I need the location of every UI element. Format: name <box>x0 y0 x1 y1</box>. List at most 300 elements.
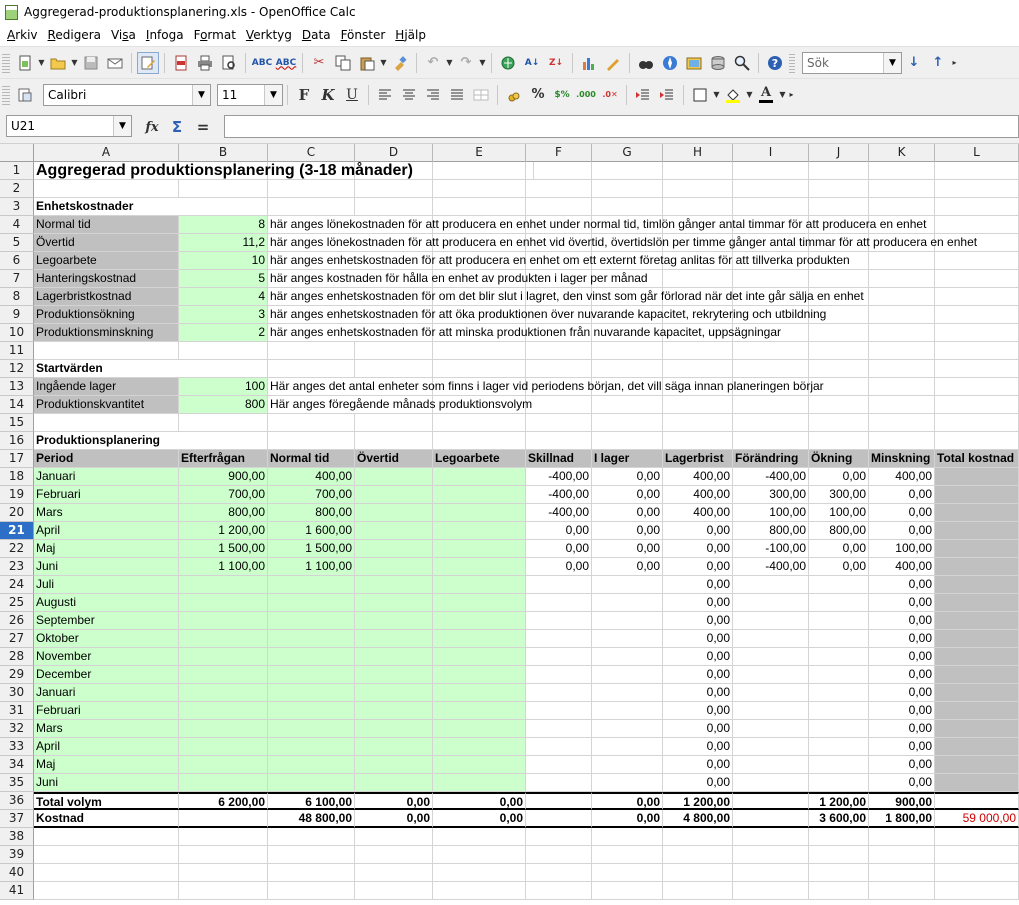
toolbar-grip[interactable] <box>2 84 10 106</box>
cell-k19[interactable]: 0,00 <box>869 486 935 504</box>
row-header[interactable]: 2 <box>0 180 34 198</box>
cell-a16[interactable]: Produktionsplanering <box>34 432 334 450</box>
cell-a40[interactable] <box>34 864 179 882</box>
cell-a30[interactable]: Januari <box>34 684 179 702</box>
cell-i24[interactable] <box>733 576 809 594</box>
cell-c5[interactable]: här anges lönekostnaden för att producera en enhet vid övertid, övertidslön per timme gånger antal timmar för att producera en enhet <box>268 234 1019 252</box>
cell-b14[interactable]: 800 <box>179 396 268 414</box>
cell-f23[interactable]: 0,00 <box>526 558 592 576</box>
row-header[interactable]: 35 <box>0 774 34 792</box>
cell-b31[interactable] <box>179 702 268 720</box>
cell-k18[interactable]: 400,00 <box>869 468 935 486</box>
row-header[interactable]: 25 <box>0 594 34 612</box>
cell-g30[interactable] <box>592 684 663 702</box>
row-header[interactable]: 17 <box>0 450 34 468</box>
cell-j2[interactable] <box>809 180 869 198</box>
cell-l19[interactable] <box>935 486 1019 504</box>
cell-i40[interactable] <box>733 864 809 882</box>
cell-a6[interactable]: Legoarbete <box>34 252 179 270</box>
menu-item[interactable] <box>106 24 141 46</box>
cell-d11[interactable] <box>355 342 433 360</box>
cell-k37[interactable]: 1 800,00 <box>869 810 935 828</box>
cell-c25[interactable] <box>268 594 355 612</box>
cell-g17[interactable]: I lager <box>592 450 663 468</box>
paste-icon[interactable] <box>356 52 378 74</box>
row-header[interactable]: 13 <box>0 378 34 396</box>
toolbar-options-icon[interactable]: ▸ <box>952 58 957 67</box>
cell-l12[interactable] <box>935 360 1019 378</box>
cell-i18[interactable]: -400,00 <box>733 468 809 486</box>
cell-d12[interactable] <box>355 360 433 378</box>
cell-a27[interactable]: Oktober <box>34 630 179 648</box>
cell-i32[interactable] <box>733 720 809 738</box>
column-header-l[interactable]: L <box>935 144 1019 162</box>
borders-icon[interactable] <box>689 84 711 106</box>
row-header[interactable]: 38 <box>0 828 34 846</box>
cell-b36[interactable]: 6 200,00 <box>179 792 268 810</box>
cell-c22[interactable]: 1 500,00 <box>268 540 355 558</box>
find-previous-icon[interactable]: ↑ <box>932 55 944 70</box>
cell-k41[interactable] <box>869 882 935 900</box>
cell-l40[interactable] <box>935 864 1019 882</box>
cell-e38[interactable] <box>433 828 526 846</box>
cell-c20[interactable]: 800,00 <box>268 504 355 522</box>
cell-e17[interactable]: Legoarbete <box>433 450 526 468</box>
cell-c6[interactable]: här anges enhetskostnaden för att producera en enhet om ett externt företag anlitas för att tillverka produkten <box>268 252 1019 270</box>
cell-g22[interactable]: 0,00 <box>592 540 663 558</box>
merge-cells-icon[interactable] <box>470 84 492 106</box>
cell-l26[interactable] <box>935 612 1019 630</box>
cell-c24[interactable] <box>268 576 355 594</box>
cell-k27[interactable]: 0,00 <box>869 630 935 648</box>
cell-g25[interactable] <box>592 594 663 612</box>
row-header[interactable]: 32 <box>0 720 34 738</box>
background-color-dropdown-icon[interactable]: ▼ <box>746 90 753 99</box>
cell-a35[interactable]: Juni <box>34 774 179 792</box>
cell-e35[interactable] <box>433 774 526 792</box>
cell-c41[interactable] <box>268 882 355 900</box>
cell-g11[interactable] <box>592 342 663 360</box>
cell-i3[interactable] <box>733 198 809 216</box>
cell-g33[interactable] <box>592 738 663 756</box>
cell-f3[interactable] <box>526 198 592 216</box>
cell-d24[interactable] <box>355 576 433 594</box>
cell-b6[interactable]: 10 <box>179 252 268 270</box>
search-input[interactable] <box>802 52 902 74</box>
cell-g29[interactable] <box>592 666 663 684</box>
cell-c33[interactable] <box>268 738 355 756</box>
row-header[interactable]: 22 <box>0 540 34 558</box>
cell-a34[interactable]: Maj <box>34 756 179 774</box>
cell-j39[interactable] <box>809 846 869 864</box>
navigator-icon[interactable] <box>659 52 681 74</box>
cell-h17[interactable]: Lagerbrist <box>663 450 733 468</box>
font-color-dropdown-icon[interactable]: ▼ <box>779 90 786 99</box>
standard-number-format-icon[interactable]: $% <box>554 89 570 100</box>
cell-f2[interactable] <box>526 180 592 198</box>
redo-dropdown-icon[interactable]: ▼ <box>479 58 486 67</box>
cell-h15[interactable] <box>663 414 733 432</box>
cell-a4[interactable]: Normal tid <box>34 216 179 234</box>
cell-a7[interactable]: Hanteringskostnad <box>34 270 179 288</box>
cell-a2[interactable] <box>34 180 179 198</box>
cell-f30[interactable] <box>526 684 592 702</box>
cell-k29[interactable]: 0,00 <box>869 666 935 684</box>
cell-h38[interactable] <box>663 828 733 846</box>
cell-a32[interactable]: Mars <box>34 720 179 738</box>
cell-d23[interactable] <box>355 558 433 576</box>
cell-b27[interactable] <box>179 630 268 648</box>
cell-d40[interactable] <box>355 864 433 882</box>
cell-l37[interactable]: 59 000,00 <box>935 810 1019 828</box>
row-header[interactable]: 19 <box>0 486 34 504</box>
cell-d38[interactable] <box>355 828 433 846</box>
cell-e19[interactable] <box>433 486 526 504</box>
cell-d41[interactable] <box>355 882 433 900</box>
row-header[interactable]: 29 <box>0 666 34 684</box>
cell-a10[interactable]: Produktionsminskning <box>34 324 179 342</box>
cell-b21[interactable]: 1 200,00 <box>179 522 268 540</box>
cell-d18[interactable] <box>355 468 433 486</box>
cell-c36[interactable]: 6 100,00 <box>268 792 355 810</box>
cell-h3[interactable] <box>663 198 733 216</box>
cell-j16[interactable] <box>809 432 869 450</box>
cell-g38[interactable] <box>592 828 663 846</box>
cell-c38[interactable] <box>268 828 355 846</box>
cell-h27[interactable]: 0,00 <box>663 630 733 648</box>
cell-a3[interactable]: Enhetskostnader <box>34 198 334 216</box>
cell-a9[interactable]: Produktionsökning <box>34 306 179 324</box>
percent-format-icon[interactable]: % <box>531 87 545 102</box>
row-header[interactable]: 10 <box>0 324 34 342</box>
open-dropdown-icon[interactable]: ▼ <box>71 58 78 67</box>
cell-j33[interactable] <box>809 738 869 756</box>
cell-h34[interactable]: 0,00 <box>663 756 733 774</box>
cell-f16[interactable] <box>526 432 592 450</box>
cell-b7[interactable]: 5 <box>179 270 268 288</box>
cell-d37[interactable]: 0,00 <box>355 810 433 828</box>
cell-f24[interactable] <box>526 576 592 594</box>
cell-d21[interactable] <box>355 522 433 540</box>
column-header-j[interactable]: J <box>809 144 869 162</box>
find-next-icon[interactable]: ↓ <box>908 55 920 70</box>
menu-item[interactable] <box>390 24 431 46</box>
cell-f22[interactable]: 0,00 <box>526 540 592 558</box>
cell-g31[interactable] <box>592 702 663 720</box>
cell-h39[interactable] <box>663 846 733 864</box>
cell-b18[interactable]: 900,00 <box>179 468 268 486</box>
cell-l28[interactable] <box>935 648 1019 666</box>
cell-a18[interactable]: Januari <box>34 468 179 486</box>
toolbar-grip[interactable] <box>789 52 795 74</box>
cell-g21[interactable]: 0,00 <box>592 522 663 540</box>
cell-d17[interactable]: Övertid <box>355 450 433 468</box>
cell-b35[interactable] <box>179 774 268 792</box>
cell-a25[interactable]: Augusti <box>34 594 179 612</box>
row-header[interactable]: 23 <box>0 558 34 576</box>
column-header-h[interactable]: H <box>663 144 733 162</box>
cell-i39[interactable] <box>733 846 809 864</box>
cell-i1[interactable] <box>733 162 809 180</box>
cell-j18[interactable]: 0,00 <box>809 468 869 486</box>
cell-a23[interactable]: Juni <box>34 558 179 576</box>
cell-j41[interactable] <box>809 882 869 900</box>
menu-item[interactable] <box>2 24 43 46</box>
cell-h21[interactable]: 0,00 <box>663 522 733 540</box>
cell-l22[interactable] <box>935 540 1019 558</box>
cell-j26[interactable] <box>809 612 869 630</box>
cell-h20[interactable]: 400,00 <box>663 504 733 522</box>
cell-c39[interactable] <box>268 846 355 864</box>
cell-h16[interactable] <box>663 432 733 450</box>
cell-h18[interactable]: 400,00 <box>663 468 733 486</box>
cell-j35[interactable] <box>809 774 869 792</box>
cell-i38[interactable] <box>733 828 809 846</box>
toolbar-grip[interactable] <box>2 52 10 74</box>
cell-j30[interactable] <box>809 684 869 702</box>
row-header[interactable]: 12 <box>0 360 34 378</box>
cell-g16[interactable] <box>592 432 663 450</box>
cell-e16[interactable] <box>433 432 526 450</box>
cell-f17[interactable]: Skillnad <box>526 450 592 468</box>
cell-g39[interactable] <box>592 846 663 864</box>
cell-j37[interactable]: 3 600,00 <box>809 810 869 828</box>
column-header-c[interactable]: C <box>268 144 355 162</box>
find-replace-icon[interactable] <box>635 52 657 74</box>
row-header[interactable]: 14 <box>0 396 34 414</box>
cell-k33[interactable]: 0,00 <box>869 738 935 756</box>
row-header[interactable]: 1 <box>0 162 34 180</box>
datasources-icon[interactable] <box>707 52 729 74</box>
align-left-icon[interactable] <box>374 84 396 106</box>
cell-j31[interactable] <box>809 702 869 720</box>
new-document-icon[interactable] <box>14 52 36 74</box>
cell-d34[interactable] <box>355 756 433 774</box>
cell-c26[interactable] <box>268 612 355 630</box>
cell-j23[interactable]: 0,00 <box>809 558 869 576</box>
cell-j24[interactable] <box>809 576 869 594</box>
cell-k24[interactable]: 0,00 <box>869 576 935 594</box>
gallery-icon[interactable] <box>683 52 705 74</box>
cell-j38[interactable] <box>809 828 869 846</box>
cell-b15[interactable] <box>179 414 268 432</box>
copy-icon[interactable] <box>332 52 354 74</box>
cell-g3[interactable] <box>592 198 663 216</box>
cell-c14[interactable]: Här anges föregående månads produktionsvolym <box>268 396 1019 414</box>
cell-l30[interactable] <box>935 684 1019 702</box>
cell-l39[interactable] <box>935 846 1019 864</box>
cell-f26[interactable] <box>526 612 592 630</box>
cell-j20[interactable]: 100,00 <box>809 504 869 522</box>
add-decimal-icon[interactable]: .000 <box>576 90 596 99</box>
cell-d16[interactable] <box>355 432 433 450</box>
chevron-down-icon[interactable]: ▼ <box>192 85 210 105</box>
font-size-select[interactable] <box>217 84 283 106</box>
cell-j3[interactable] <box>809 198 869 216</box>
cell-h12[interactable] <box>663 360 733 378</box>
cell-c2[interactable] <box>268 180 355 198</box>
cell-e40[interactable] <box>433 864 526 882</box>
hyperlink-icon[interactable] <box>497 52 519 74</box>
open-folder-icon[interactable] <box>47 52 69 74</box>
cell-g23[interactable]: 0,00 <box>592 558 663 576</box>
cell-l31[interactable] <box>935 702 1019 720</box>
print-preview-icon[interactable] <box>218 52 240 74</box>
cell-i29[interactable] <box>733 666 809 684</box>
cell-f41[interactable] <box>526 882 592 900</box>
cell-i12[interactable] <box>733 360 809 378</box>
column-header-g[interactable]: G <box>592 144 663 162</box>
toolbar-options-icon[interactable]: ▸ <box>789 90 794 99</box>
cell-f20[interactable]: -400,00 <box>526 504 592 522</box>
cell-g28[interactable] <box>592 648 663 666</box>
row-header[interactable]: 6 <box>0 252 34 270</box>
cell-b24[interactable] <box>179 576 268 594</box>
cell-i36[interactable] <box>733 792 809 810</box>
row-header[interactable]: 7 <box>0 270 34 288</box>
cell-a15[interactable] <box>34 414 179 432</box>
save-icon[interactable] <box>80 52 102 74</box>
cell-h25[interactable]: 0,00 <box>663 594 733 612</box>
cell-g26[interactable] <box>592 612 663 630</box>
cell-l1[interactable] <box>935 162 1019 180</box>
cell-h1[interactable] <box>663 162 733 180</box>
cell-f31[interactable] <box>526 702 592 720</box>
cell-k28[interactable]: 0,00 <box>869 648 935 666</box>
cell-l23[interactable] <box>935 558 1019 576</box>
cell-d26[interactable] <box>355 612 433 630</box>
cell-h26[interactable]: 0,00 <box>663 612 733 630</box>
cell-a12[interactable]: Startvärden <box>34 360 334 378</box>
row-header[interactable]: 4 <box>0 216 34 234</box>
cell-g18[interactable]: 0,00 <box>592 468 663 486</box>
cell-g32[interactable] <box>592 720 663 738</box>
undo-dropdown-icon[interactable]: ▼ <box>446 58 453 67</box>
cell-h33[interactable]: 0,00 <box>663 738 733 756</box>
cell-b13[interactable]: 100 <box>179 378 268 396</box>
cell-e18[interactable] <box>433 468 526 486</box>
cell-l41[interactable] <box>935 882 1019 900</box>
cell-l11[interactable] <box>935 342 1019 360</box>
menu-item[interactable] <box>189 24 241 46</box>
row-header[interactable]: 30 <box>0 684 34 702</box>
menu-item[interactable] <box>141 24 189 46</box>
font-color-icon[interactable]: A <box>755 84 777 106</box>
cell-b33[interactable] <box>179 738 268 756</box>
cell-e32[interactable] <box>433 720 526 738</box>
currency-format-icon[interactable] <box>503 84 525 106</box>
row-header[interactable]: 9 <box>0 306 34 324</box>
row-header[interactable]: 40 <box>0 864 34 882</box>
cell-j22[interactable]: 0,00 <box>809 540 869 558</box>
cell-f25[interactable] <box>526 594 592 612</box>
cell-b19[interactable]: 700,00 <box>179 486 268 504</box>
cell-i35[interactable] <box>733 774 809 792</box>
cell-g19[interactable]: 0,00 <box>592 486 663 504</box>
row-header[interactable]: 26 <box>0 612 34 630</box>
cell-h19[interactable]: 400,00 <box>663 486 733 504</box>
cell-l20[interactable] <box>935 504 1019 522</box>
row-header[interactable]: 16 <box>0 432 34 450</box>
cell-c27[interactable] <box>268 630 355 648</box>
cell-e34[interactable] <box>433 756 526 774</box>
cell-h35[interactable]: 0,00 <box>663 774 733 792</box>
cell-f21[interactable]: 0,00 <box>526 522 592 540</box>
cell-i16[interactable] <box>733 432 809 450</box>
cell-c34[interactable] <box>268 756 355 774</box>
cell-c31[interactable] <box>268 702 355 720</box>
cell-h36[interactable]: 1 200,00 <box>663 792 733 810</box>
cell-a33[interactable]: April <box>34 738 179 756</box>
cell-e31[interactable] <box>433 702 526 720</box>
cell-i15[interactable] <box>733 414 809 432</box>
cell-b4[interactable]: 8 <box>179 216 268 234</box>
cell-c30[interactable] <box>268 684 355 702</box>
bold-button[interactable] <box>293 84 315 106</box>
cell-b20[interactable]: 800,00 <box>179 504 268 522</box>
row-header[interactable]: 37 <box>0 810 34 828</box>
cell-l34[interactable] <box>935 756 1019 774</box>
cell-k3[interactable] <box>869 198 935 216</box>
cell-k16[interactable] <box>869 432 935 450</box>
cell-l35[interactable] <box>935 774 1019 792</box>
format-paintbrush-icon[interactable] <box>389 52 411 74</box>
cell-b28[interactable] <box>179 648 268 666</box>
cell-h24[interactable]: 0,00 <box>663 576 733 594</box>
cell-a31[interactable]: Februari <box>34 702 179 720</box>
cell-l17[interactable]: Total kostnad <box>935 450 1019 468</box>
styles-formatting-icon[interactable] <box>14 84 36 106</box>
cell-b30[interactable] <box>179 684 268 702</box>
cell-f39[interactable] <box>526 846 592 864</box>
cell-b8[interactable]: 4 <box>179 288 268 306</box>
cell-l2[interactable] <box>935 180 1019 198</box>
cell-d35[interactable] <box>355 774 433 792</box>
cell-i23[interactable]: -400,00 <box>733 558 809 576</box>
cell-f15[interactable] <box>526 414 592 432</box>
undo-icon[interactable]: ↶ <box>427 55 439 70</box>
cell-l25[interactable] <box>935 594 1019 612</box>
cell-g1[interactable] <box>592 162 663 180</box>
cell-e33[interactable] <box>433 738 526 756</box>
cell-i2[interactable] <box>733 180 809 198</box>
chevron-down-icon[interactable]: ▼ <box>264 85 282 105</box>
row-header[interactable]: 31 <box>0 702 34 720</box>
cell-f33[interactable] <box>526 738 592 756</box>
cell-b37[interactable] <box>179 810 268 828</box>
cell-i20[interactable]: 100,00 <box>733 504 809 522</box>
cell-i26[interactable] <box>733 612 809 630</box>
select-all-corner[interactable] <box>0 144 34 162</box>
cell-i34[interactable] <box>733 756 809 774</box>
paste-dropdown-icon[interactable]: ▼ <box>380 58 387 67</box>
cell-g27[interactable] <box>592 630 663 648</box>
cell-k25[interactable]: 0,00 <box>869 594 935 612</box>
sort-ascending-icon[interactable]: A↓ <box>524 57 540 68</box>
underline-button[interactable] <box>341 84 363 106</box>
cell-g20[interactable]: 0,00 <box>592 504 663 522</box>
cell-c15[interactable] <box>268 414 355 432</box>
cell-d32[interactable] <box>355 720 433 738</box>
cell-k38[interactable] <box>869 828 935 846</box>
cell-a22[interactable]: Maj <box>34 540 179 558</box>
cell-i19[interactable]: 300,00 <box>733 486 809 504</box>
cell-f37[interactable] <box>526 810 592 828</box>
cell-k22[interactable]: 100,00 <box>869 540 935 558</box>
cell-l33[interactable] <box>935 738 1019 756</box>
cell-f34[interactable] <box>526 756 592 774</box>
cell-e24[interactable] <box>433 576 526 594</box>
